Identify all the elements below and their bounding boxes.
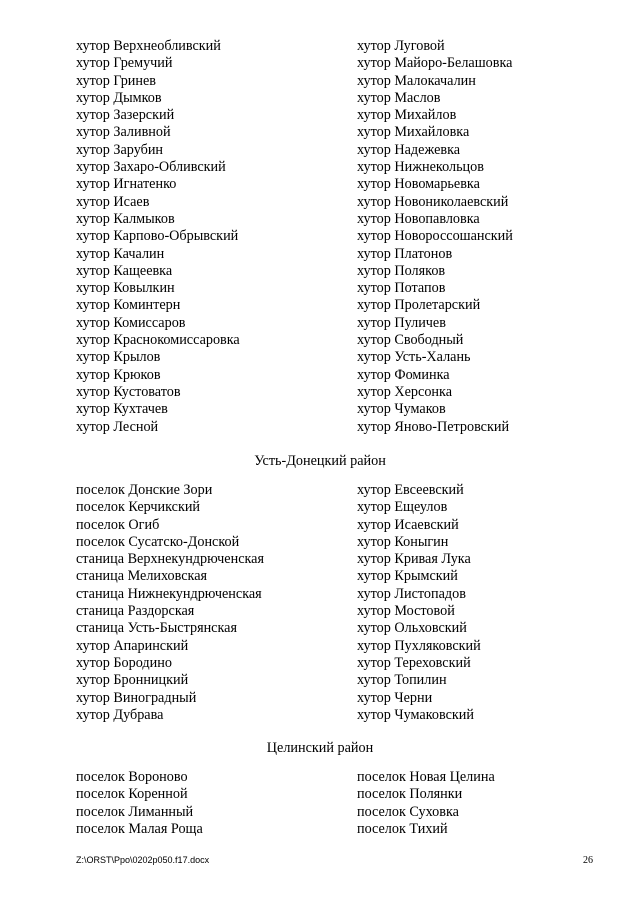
- list-item: хутор Потапов: [357, 280, 446, 297]
- list-item: хутор Крылов: [76, 349, 161, 366]
- list-item: поселок Суховка: [357, 803, 459, 820]
- list-item: станица Мелиховская: [76, 568, 208, 585]
- list-item: поселок Лиманный: [76, 803, 194, 820]
- list-item: хутор Бородино: [76, 654, 172, 671]
- list-item: хутор Крюков: [76, 366, 161, 383]
- list-item: хутор Михайловка: [357, 124, 470, 141]
- list-item: поселок Огиб: [76, 516, 160, 533]
- list-item: хутор Тереховский: [357, 654, 471, 671]
- list-item: хутор Исаев: [76, 193, 150, 210]
- list-item: поселок Полянки: [357, 786, 463, 803]
- list-item: хутор Исаевский: [357, 516, 459, 533]
- list-item: хутор Дымков: [76, 89, 162, 106]
- list-item: станица Нижнекундрюченская: [76, 585, 262, 602]
- list-item: хутор Малокачалин: [357, 72, 476, 89]
- list-item: хутор Яново-Петровский: [357, 418, 510, 435]
- list-item: хутор Новомарьевка: [357, 176, 480, 193]
- list-item: хутор Пуличев: [357, 314, 446, 331]
- list-item: хутор Бронницкий: [76, 672, 189, 689]
- list-item: хутор Калмыков: [76, 210, 175, 227]
- list-item: хутор Карпово-Обрывский: [76, 228, 239, 245]
- list-item: хутор Мостовой: [357, 603, 455, 620]
- list-item: хутор Черни: [357, 689, 433, 706]
- list-item: хутор Дубрава: [76, 706, 164, 723]
- list-item: хутор Нижнекольцов: [357, 159, 484, 176]
- list-item: хутор Маслов: [357, 89, 441, 106]
- list-item: поселок Коренной: [76, 786, 188, 803]
- list-item: хутор Майоро-Белашовка: [357, 55, 513, 72]
- list-item: хутор Усть-Халань: [357, 349, 471, 366]
- list-item: хутор Комиссаров: [76, 314, 186, 331]
- list-item: хутор Верхнеобливский: [76, 38, 221, 54]
- list-item: хутор Ковылкин: [76, 280, 175, 297]
- list-item: хутор Чумаков: [357, 401, 446, 418]
- list-item: хутор Михайлов: [357, 107, 457, 124]
- list-item: хутор Листопадов: [357, 585, 466, 602]
- list-item: хутор Гремучий: [76, 55, 173, 72]
- list-item: хутор Виноградный: [76, 689, 197, 706]
- list-item: поселок Сусатско-Донской: [76, 533, 240, 550]
- list-item: хутор Новониколаевский: [357, 193, 509, 210]
- list-item: станица Усть-Быстрянская: [76, 620, 237, 637]
- right-column: [357, 482, 481, 724]
- list-item: поселок Малая Роща: [76, 820, 203, 837]
- district-heading-tselinsky: Целинский район: [266, 740, 374, 756]
- left-column: [76, 769, 203, 838]
- list-item: станица Верхнекундрюченская: [76, 551, 264, 568]
- list-item: хутор Коминтерн: [76, 297, 181, 314]
- list-item: хутор Новопавловка: [357, 210, 480, 227]
- list-item: хутор Пухляковский: [357, 637, 481, 654]
- list-item: хутор Ольховский: [357, 620, 467, 637]
- list-item: хутор Кустоватов: [76, 383, 181, 400]
- list-item: хутор Херсонка: [357, 383, 452, 400]
- document-path: Z:\ORST\Ppo\0202p050.f17.docx: [76, 855, 210, 865]
- list-item: хутор Евсеевский: [357, 482, 464, 498]
- list-item: хутор Пролетарский: [357, 297, 481, 314]
- left-column: [76, 38, 240, 436]
- list-item: хутор Новороссошанский: [357, 228, 513, 245]
- right-column: [357, 769, 495, 838]
- list-item: хутор Коныгин: [357, 533, 449, 550]
- list-item: хутор Ещеулов: [357, 499, 448, 516]
- list-item: хутор Зарубин: [76, 141, 164, 158]
- list-item: хутор Платонов: [357, 245, 453, 262]
- list-item: хутор Заливной: [76, 124, 171, 141]
- list-item: хутор Топилин: [357, 672, 447, 689]
- list-item: хутор Фоминка: [357, 366, 450, 383]
- list-item: хутор Гринев: [76, 72, 156, 89]
- district-heading-ust-donetsky: Усть-Донецкий район: [254, 453, 386, 469]
- list-item: хутор Апаринский: [76, 637, 189, 654]
- list-item: хутор Захаро-Обливский: [76, 159, 226, 176]
- list-item: хутор Зазерский: [76, 107, 175, 124]
- list-item: хутор Крымский: [357, 568, 458, 585]
- list-item: поселок Керчикский: [76, 499, 201, 516]
- list-item: хутор Поляков: [357, 262, 446, 279]
- page-number: 26: [583, 855, 593, 866]
- right-column: [357, 38, 513, 436]
- list-item: хутор Кухтачев: [76, 401, 168, 418]
- list-item: хутор Луговой: [357, 38, 445, 54]
- list-item: хутор Чумаковский: [357, 706, 474, 723]
- left-column: [76, 482, 264, 724]
- list-item: поселок Тихий: [357, 820, 448, 837]
- list-item: хутор Кащеевка: [76, 262, 173, 279]
- list-item: хутор Надежевка: [357, 141, 461, 158]
- list-item: хутор Качалин: [76, 245, 165, 262]
- list-item: поселок Вороново: [76, 769, 188, 785]
- list-item: хутор Краснокомиссаровка: [76, 332, 240, 349]
- list-item: хутор Кривая Лука: [357, 551, 471, 568]
- list-item: поселок Донские Зори: [76, 482, 213, 498]
- list-item: станица Раздорская: [76, 603, 195, 620]
- list-item: хутор Лесной: [76, 418, 159, 435]
- list-item: хутор Игнатенко: [76, 176, 177, 193]
- list-item: хутор Свободный: [357, 332, 464, 349]
- list-item: поселок Новая Целина: [357, 769, 495, 785]
